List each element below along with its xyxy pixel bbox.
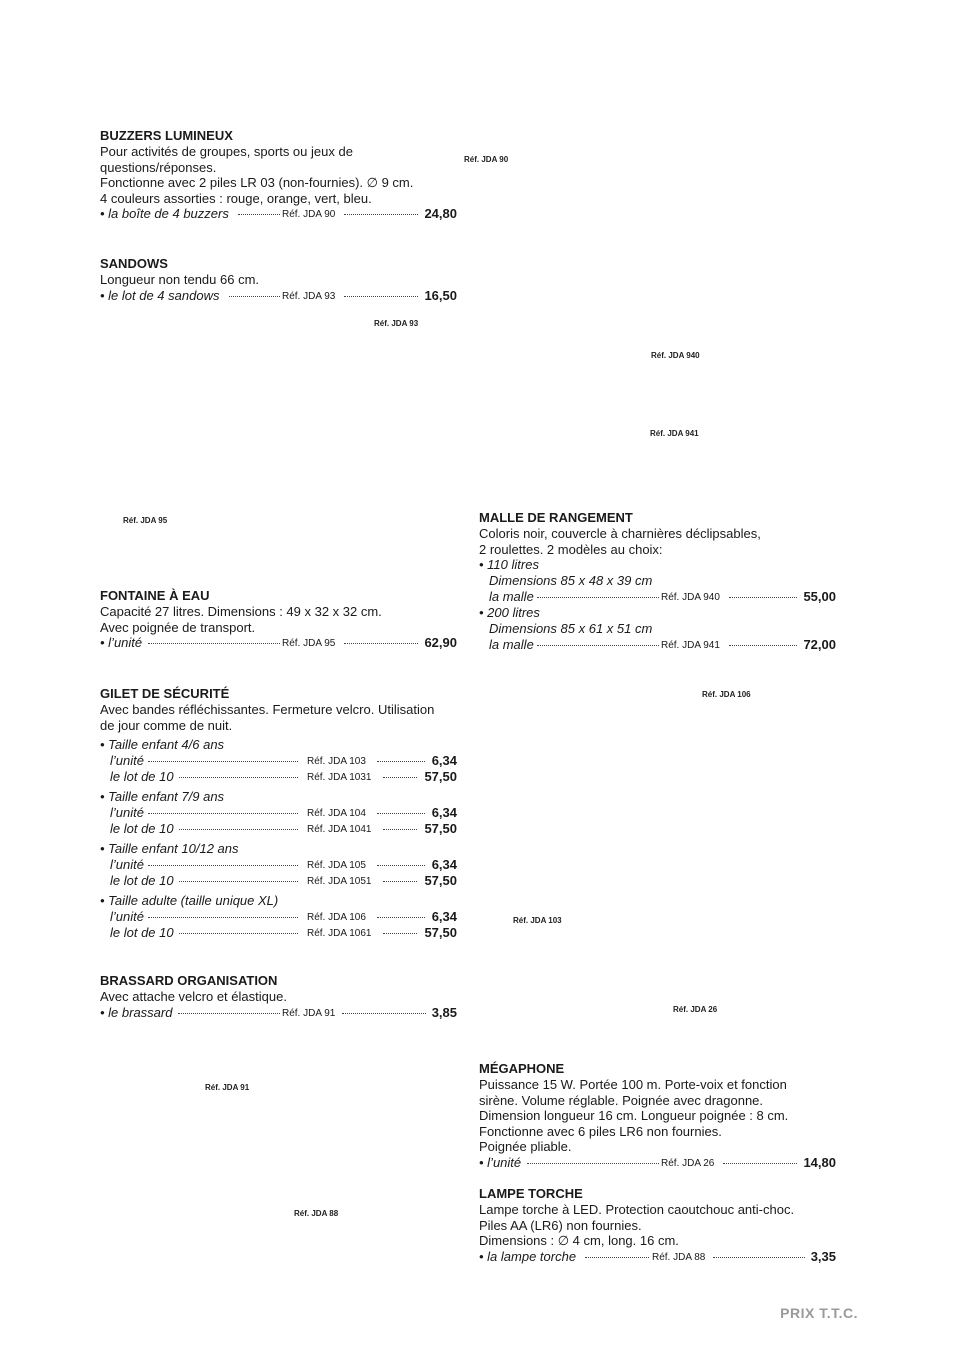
image-caption: Réf. JDA 941 — [650, 429, 699, 438]
description-line: Avec attache velcro et élastique. — [100, 989, 287, 1004]
size-name: • Taille adulte (taille unique XL) — [100, 893, 279, 908]
leader-dots — [148, 813, 298, 814]
leader-dots — [383, 881, 417, 882]
description-line: Capacité 27 litres. Dimensions : 49 x 32 x 32 cm. — [100, 604, 382, 619]
item-ref: Réf. JDA 106 — [307, 912, 366, 923]
leader-dots — [377, 761, 425, 762]
description-line: Avec bandes réfléchissantes. Fermeture velcro. Utilisation — [100, 702, 435, 717]
leader-dots — [178, 1013, 280, 1014]
leader-dots — [377, 813, 425, 814]
model-dimensions: Dimensions 85 x 61 x 51 cm — [489, 621, 653, 636]
item-price: 6,34 — [431, 753, 457, 768]
product-title: FONTAINE À EAU — [100, 588, 210, 603]
item-label: le lot de 10 — [110, 873, 174, 888]
product-malle — [479, 510, 836, 653]
price-row — [100, 769, 457, 785]
leader-dots — [344, 296, 418, 297]
description-line: Puissance 15 W. Portée 100 m. Porte-voix et fonction — [479, 1077, 787, 1092]
item-label: le lot de 10 — [110, 769, 174, 784]
item-label: l’unité — [110, 857, 144, 872]
image-caption: Réf. JDA 103 — [513, 916, 562, 925]
image-caption: Réf. JDA 90 — [464, 155, 509, 164]
price-row — [100, 206, 457, 222]
leader-dots — [383, 777, 417, 778]
description-line: Fonctionne avec 2 piles LR 03 (non-fournies). ∅ 9 cm. — [100, 175, 414, 190]
item-ref: Réf. JDA 26 — [661, 1157, 715, 1169]
leader-dots — [179, 881, 298, 882]
image-caption: Réf. JDA 940 — [651, 351, 700, 360]
leader-dots — [148, 761, 298, 762]
item-ref: Réf. JDA 1061 — [307, 928, 372, 939]
leader-dots — [344, 214, 418, 215]
product-title: MALLE DE RANGEMENT — [479, 510, 633, 525]
price-row — [100, 288, 457, 304]
item-ref: Réf. JDA 88 — [652, 1251, 706, 1263]
leader-dots — [383, 933, 417, 934]
item-label: • le lot de 4 sandows — [100, 287, 220, 303]
item-label: la malle — [489, 589, 534, 604]
item-label: l’unité — [110, 805, 144, 820]
item-label: le lot de 10 — [110, 821, 174, 836]
item-label: • l’unité — [100, 635, 143, 650]
leader-dots — [229, 296, 280, 297]
leader-dots — [179, 933, 298, 934]
leader-dots — [729, 597, 797, 598]
item-price: 55,00 — [803, 589, 836, 604]
price-note-footer: PRIX T.T.C. — [780, 1305, 858, 1321]
price-row — [479, 637, 836, 653]
leader-dots — [344, 643, 418, 644]
item-price: 14,80 — [803, 1154, 836, 1170]
price-row — [100, 909, 457, 925]
item-ref: Réf. JDA 93 — [282, 290, 336, 302]
size-name: • Taille enfant 4/6 ans — [100, 737, 225, 752]
item-label: • l’unité — [479, 1154, 522, 1170]
product-title: LAMPE TORCHE — [479, 1186, 583, 1201]
item-price: 57,50 — [424, 769, 457, 784]
price-row — [100, 1005, 457, 1021]
item-price: 57,50 — [424, 925, 457, 940]
leader-dots — [377, 917, 425, 918]
product-brassard — [100, 973, 457, 1021]
product-title: BUZZERS LUMINEUX — [100, 128, 233, 143]
description-line: 4 couleurs assorties : rouge, orange, vert, bleu. — [100, 190, 372, 206]
leader-dots — [342, 1013, 426, 1014]
model-name: • 200 litres — [479, 605, 540, 620]
product-title: SANDOWS — [100, 256, 168, 271]
item-ref: Réf. JDA 940 — [661, 592, 720, 603]
item-label: l’unité — [110, 909, 144, 924]
leader-dots — [148, 643, 280, 644]
item-label: le lot de 10 — [110, 925, 174, 940]
item-price: 57,50 — [424, 873, 457, 888]
product-gilet — [100, 686, 457, 941]
price-row — [100, 821, 457, 837]
item-label: l’unité — [110, 753, 144, 768]
item-ref: Réf. JDA 103 — [307, 756, 366, 767]
description-line: questions/réponses. — [100, 159, 217, 175]
item-ref: Réf. JDA 90 — [282, 209, 336, 220]
item-price: 6,34 — [431, 857, 457, 872]
item-price: 62,90 — [424, 635, 457, 650]
product-title: BRASSARD ORGANISATION — [100, 973, 278, 988]
item-ref: Réf. JDA 95 — [282, 638, 336, 649]
leader-dots — [729, 645, 797, 646]
item-price: 57,50 — [424, 821, 457, 836]
product-title: GILET DE SÉCURITÉ — [100, 686, 230, 701]
item-ref: Réf. JDA 1031 — [307, 772, 372, 783]
description-line: Piles AA (LR6) non fournies. — [479, 1217, 642, 1233]
leader-dots — [148, 865, 298, 866]
item-label: la malle — [489, 637, 534, 652]
size-group — [100, 893, 457, 941]
price-row — [100, 857, 457, 873]
image-caption: Réf. JDA 93 — [374, 319, 419, 328]
product-title: MÉGAPHONE — [479, 1061, 565, 1076]
product-fontaine — [100, 588, 457, 651]
price-row — [100, 925, 457, 941]
product-buzzers — [100, 128, 457, 222]
leader-dots — [527, 1163, 659, 1164]
description-line: sirène. Volume réglable. Poignée avec dragonne. — [479, 1092, 764, 1108]
size-name: • Taille enfant 10/12 ans — [100, 841, 239, 856]
model-dimensions: Dimensions 85 x 48 x 39 cm — [489, 573, 653, 588]
image-caption: Réf. JDA 91 — [205, 1083, 250, 1092]
leader-dots — [238, 214, 280, 215]
item-price: 6,34 — [431, 805, 457, 820]
description-line: Poignée pliable. — [479, 1139, 572, 1154]
item-ref: Réf. JDA 941 — [661, 640, 720, 651]
price-row — [100, 805, 457, 821]
item-ref: Réf. JDA 91 — [282, 1007, 336, 1019]
description-line: Lampe torche à LED. Protection caoutchouc anti-choc. — [479, 1202, 795, 1217]
leader-dots — [713, 1257, 805, 1258]
model-name: • 110 litres — [479, 557, 539, 572]
item-price: 72,00 — [803, 637, 836, 652]
size-name: • Taille enfant 7/9 ans — [100, 789, 225, 804]
item-price: 24,80 — [424, 206, 457, 221]
item-ref: Réf. JDA 1051 — [307, 876, 372, 887]
image-caption: Réf. JDA 106 — [702, 690, 751, 699]
description-line: Longueur non tendu 66 cm. — [100, 272, 260, 287]
size-group — [100, 841, 457, 889]
product-sandows — [100, 256, 457, 304]
price-row — [100, 753, 457, 769]
image-caption: Réf. JDA 88 — [294, 1209, 339, 1218]
leader-dots — [383, 829, 417, 830]
item-ref: Réf. JDA 105 — [307, 860, 366, 871]
leader-dots — [179, 829, 298, 830]
leader-dots — [537, 597, 659, 598]
product-megaphone — [479, 1061, 836, 1171]
item-price: 3,85 — [431, 1004, 457, 1020]
size-group — [100, 789, 457, 837]
leader-dots — [377, 865, 425, 866]
product-lampe — [479, 1186, 836, 1265]
item-label: • le brassard — [100, 1004, 173, 1020]
leader-dots — [179, 777, 298, 778]
item-label: • la boîte de 4 buzzers — [100, 206, 229, 221]
item-ref: Réf. JDA 1041 — [307, 824, 372, 835]
leader-dots — [537, 645, 659, 646]
price-row — [100, 873, 457, 889]
leader-dots — [585, 1257, 649, 1258]
leader-dots — [148, 917, 298, 918]
item-label: • la lampe torche — [479, 1248, 577, 1264]
description-line: Coloris noir, couvercle à charnières déclipsables, — [479, 526, 761, 541]
leader-dots — [723, 1163, 797, 1164]
description-line: Avec poignée de transport. — [100, 619, 256, 635]
item-price: 6,34 — [431, 909, 457, 924]
description-line: Dimensions : ∅ 4 cm, long. 16 cm. — [479, 1233, 679, 1248]
size-group — [100, 737, 457, 785]
item-price: 3,35 — [810, 1248, 836, 1264]
price-row — [479, 589, 836, 605]
price-row — [100, 635, 457, 651]
price-row — [479, 1155, 836, 1171]
description-line: 2 roulettes. 2 modèles au choix: — [479, 541, 663, 557]
description-line: Fonctionne avec 6 piles LR6 non fournies. — [479, 1123, 722, 1139]
description-line: Dimension longueur 16 cm. Longueur poignée : 8 cm. — [479, 1108, 789, 1123]
item-price: 16,50 — [424, 287, 457, 303]
description-line: de jour comme de nuit. — [100, 717, 233, 733]
image-caption: Réf. JDA 95 — [123, 516, 168, 525]
description-line: Pour activités de groupes, sports ou jeux de — [100, 144, 353, 159]
image-caption: Réf. JDA 26 — [673, 1005, 718, 1014]
item-ref: Réf. JDA 104 — [307, 808, 366, 819]
price-row — [479, 1249, 836, 1265]
